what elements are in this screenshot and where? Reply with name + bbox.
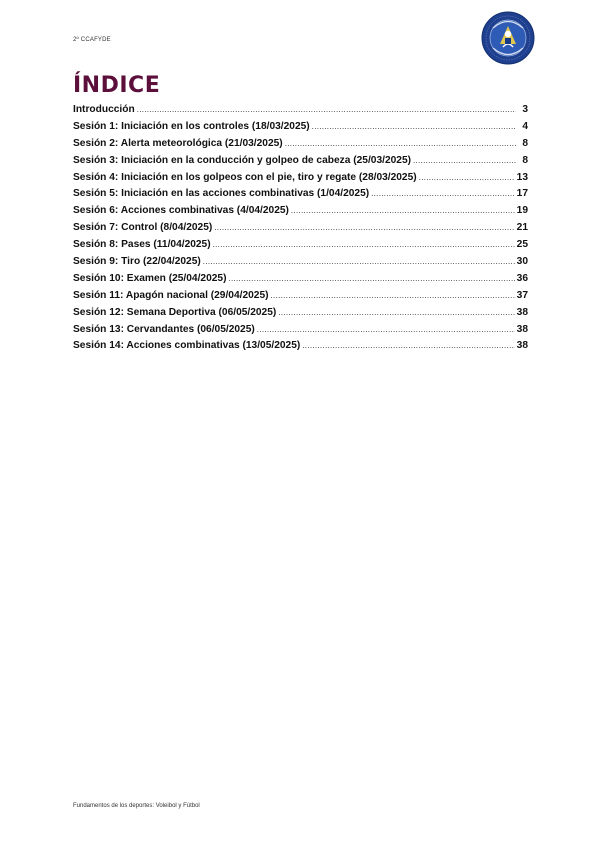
university-seal-icon <box>481 11 535 65</box>
toc-dot-leader <box>257 325 515 334</box>
toc-entry[interactable] <box>73 188 528 205</box>
toc-dot-leader <box>137 105 516 114</box>
toc-entry-title: Sesión 6: Acciones combinativas (4/04/2025) <box>73 205 289 217</box>
toc-entry-page-number: 37 <box>516 289 528 301</box>
toc-entry[interactable] <box>73 273 528 290</box>
toc-entry-title: Sesión 5: Iniciación en las acciones combinativas (1/04/2025) <box>73 188 370 200</box>
toc-entry[interactable] <box>73 138 528 155</box>
toc-entry[interactable] <box>73 222 528 239</box>
toc-dot-leader <box>371 189 515 198</box>
toc-dot-leader <box>291 206 515 215</box>
toc-entry-page-number: 4 <box>522 120 528 132</box>
table-of-contents <box>73 104 528 357</box>
toc-dot-leader <box>203 257 515 266</box>
toc-dot-leader <box>419 173 515 182</box>
toc-entry[interactable] <box>73 121 528 138</box>
page-footer: Fundamentos de los deportes: Voleibol y Fútbol <box>73 803 200 809</box>
toc-entry[interactable] <box>73 307 528 324</box>
toc-entry-title: Sesión 12: Semana Deportiva (06/05/2025) <box>73 306 277 318</box>
toc-dot-leader <box>312 122 516 131</box>
toc-entry-title: Sesión 11: Apagón nacional (29/04/2025) <box>73 289 269 301</box>
toc-entry-title: Sesión 13: Cervandantes (06/05/2025) <box>73 323 255 335</box>
toc-dot-leader <box>271 291 515 300</box>
toc-entry-page-number: 3 <box>522 104 528 115</box>
toc-dot-leader <box>214 223 514 232</box>
toc-entry-title: Sesión 10: Examen (25/04/2025) <box>73 272 227 284</box>
toc-entry-page-number: 36 <box>516 272 528 284</box>
toc-entry-page-number: 30 <box>516 256 528 268</box>
toc-entry-page-number: 25 <box>516 239 528 251</box>
toc-dot-leader <box>278 308 514 317</box>
toc-entry-page-number: 38 <box>516 323 528 335</box>
page-header-course: 2º CCAFYDE <box>73 37 111 43</box>
toc-entry[interactable] <box>73 324 528 341</box>
toc-entry-title: Sesión 8: Pases (11/04/2025) <box>73 239 211 251</box>
toc-entry[interactable] <box>73 104 528 121</box>
toc-entry-page-number: 21 <box>516 222 528 234</box>
toc-entry-title: Sesión 2: Alerta meteorológica (21/03/2025) <box>73 137 283 149</box>
toc-entry-page-number: 19 <box>516 205 528 217</box>
toc-entry-title: Sesión 7: Control (8/04/2025) <box>73 222 213 234</box>
toc-dot-leader <box>228 274 514 283</box>
toc-entry[interactable] <box>73 239 528 256</box>
toc-dot-leader <box>285 139 516 148</box>
toc-entry-page-number: 38 <box>516 340 528 352</box>
page-title: ÍNDICE <box>73 73 161 98</box>
toc-dot-leader <box>413 156 516 165</box>
toc-entry-page-number: 38 <box>516 306 528 318</box>
toc-entry[interactable] <box>73 172 528 189</box>
toc-entry-page-number: 8 <box>522 137 528 149</box>
toc-entry-title: Sesión 14: Acciones combinativas (13/05/2025) <box>73 340 301 352</box>
toc-entry-title: Sesión 1: Iniciación en los controles (18/03/2025) <box>73 120 310 132</box>
toc-dot-leader <box>213 240 515 249</box>
toc-entry-title: Sesión 4: Iniciación en los golpeos con el pie, tiro y regate (28/03/2025) <box>73 171 417 183</box>
toc-entry-title: Sesión 9: Tiro (22/04/2025) <box>73 256 201 268</box>
toc-entry[interactable] <box>73 256 528 273</box>
toc-entry[interactable] <box>73 205 528 222</box>
toc-entry-title: Sesión 3: Iniciación en la conducción y golpeo de cabeza (25/03/2025) <box>73 154 411 166</box>
toc-entry-page-number: 17 <box>516 188 528 200</box>
toc-dot-leader <box>302 341 514 350</box>
toc-entry[interactable] <box>73 155 528 172</box>
toc-entry-page-number: 13 <box>516 171 528 183</box>
toc-entry-page-number: 8 <box>522 154 528 166</box>
toc-entry[interactable] <box>73 340 528 357</box>
toc-entry[interactable] <box>73 290 528 307</box>
toc-entry-title: Introducción <box>73 104 135 115</box>
